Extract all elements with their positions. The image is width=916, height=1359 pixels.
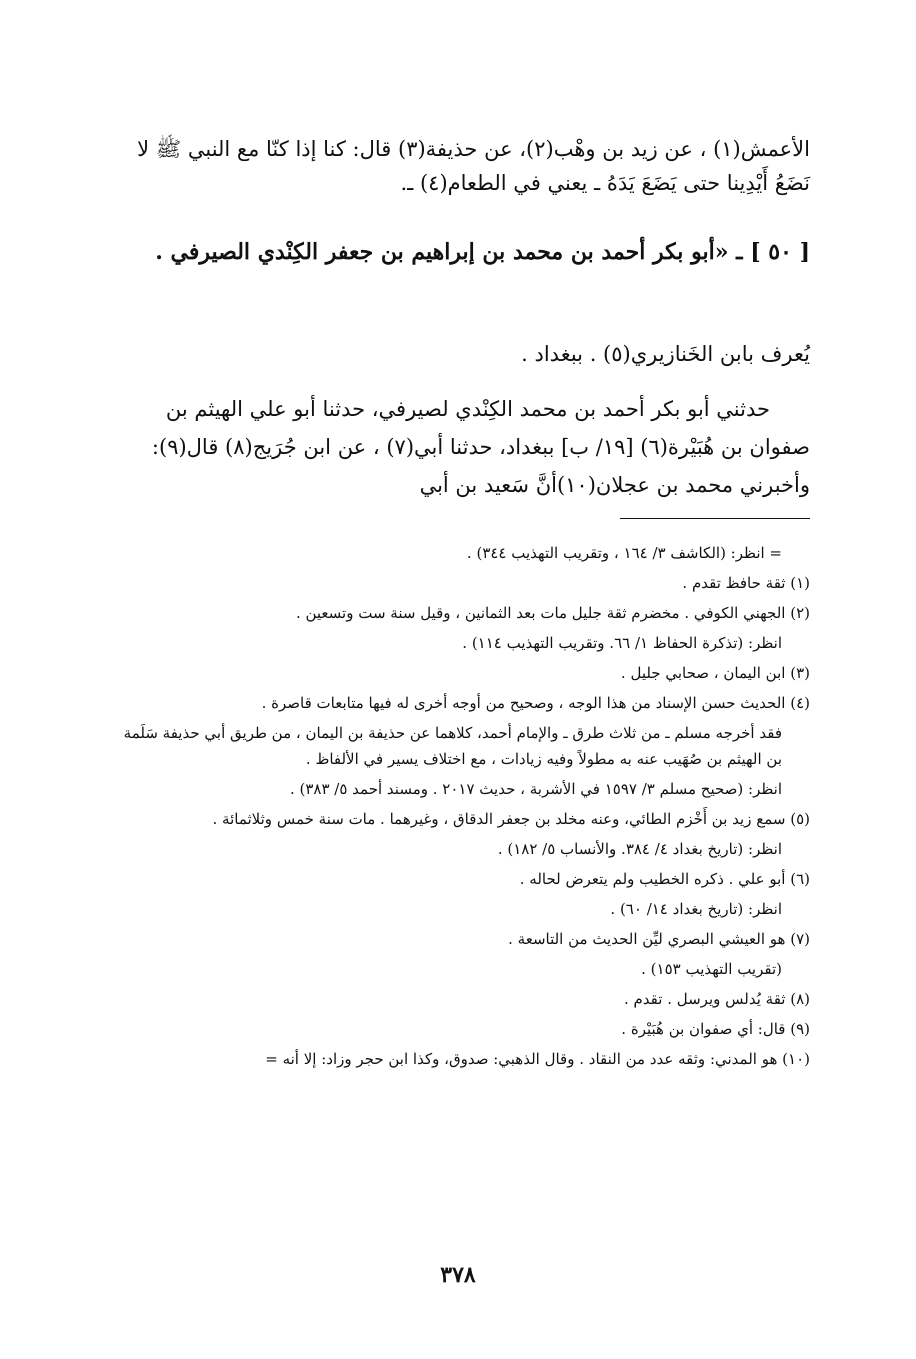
entry-heading: [ ٥٠ ] ـ «أبو بكر أحمد بن محمد بن إبراهيم بن جعفر الكِنْدي الصيرفي .: [155, 239, 810, 265]
footnote-6: (٦) أبو علي . ذكره الخطيب ولم يتعرض لحاله .: [519, 870, 810, 888]
footnote-4-detail: فقد أخرجه مسلم ـ من ثلاث طرق ـ والإمام أحمد، كلاهما عن حذيفة بن اليمان ، من طريق أبي حذيفة سَلَمة بن الهيثم بن صُهَيب عنه به مطولاً وفيه زيادات ، مع اختلاف يسير في الألفاظ .: [123, 724, 782, 768]
footnote-8: (٨) ثقة يُدلس ويرسل . تقدم .: [623, 990, 810, 1008]
footnote-5-reference: انظر: (تاريخ بغداد ٤/ ٣٨٤. والأنساب ٥/ ١٨٢) .: [497, 840, 782, 858]
footnote-10: (١٠) هو المدني: وثقه عدد من النقاد . وقال الذهبي: صدوق، وكذا ابن حجر وزاد: إلا أنه =: [265, 1050, 810, 1068]
footnote-2-reference: انظر: (تذكرة الحفاظ ١/ ٦٦. وتقريب التهذيب ١١٤) .: [462, 634, 782, 652]
footnote-carryover: = انظر: (الكاشف ٣/ ١٦٤ ، وتقريب التهذيب ٣٤٤) .: [466, 544, 782, 562]
footnote-4: (٤) الحديث حسن الإسناد من هذا الوجه ، وصحيح من أوجه أخرى له فيها متابعات قاصرة .: [261, 694, 810, 712]
footnote-5: (٥) سمع زيد بن أَخْزم الطائي، وعنه مخلد بن جعفر الدقاق ، وغيرهما . مات سنة خمس وثلاثمائة .: [212, 810, 810, 828]
main-paragraph-1: الأعمش(١) ، عن زيد بن وهْب(٢)، عن حذيفة(٣) قال: كنا إذا كنّا مع النبي ﷺ لا نَضَعُ أَيْدِينا حتى يَضَعَ يَدَهُ ـ يعني في الطعام(٤) ـ.: [137, 137, 810, 195]
footnote-7: (٧) هو العيشي البصري ليِّن الحديث من التاسعة .: [508, 930, 810, 948]
footnote-2: (٢) الجهني الكوفي . مخضرم ثقة جليل مات بعد الثمانين ، وقيل سنة ست وتسعين .: [295, 604, 810, 622]
footnote-4-reference: انظر: (صحيح مسلم ٣/ ١٥٩٧ في الأشربة ، حديث ٢٠١٧ . ومسند أحمد ٥/ ٣٨٣) .: [289, 780, 782, 798]
footnotes: [118, 540, 810, 1076]
footnote-1: (١) ثقة حافظ تقدم .: [682, 574, 810, 592]
known-as-line: يُعرف بابن الخَنازيري(٥) . ببغداد .: [521, 342, 810, 366]
page-number: ٣٧٨: [440, 1262, 476, 1288]
footnote-9: (٩) قال: أي صفوان بن هُبَيْرة .: [621, 1020, 810, 1038]
footnote-6-reference: انظر: (تاريخ بغداد ١٤/ ٦٠) .: [610, 900, 782, 918]
footnote-separator: [620, 518, 810, 519]
isnad-paragraph: حدثني أبو بكر أحمد بن محمد الكِنْدي لصيرفي، حدثنا أبو علي الهيثم بن صفوان بن هُبَيْرة(٦) [١٩/ ب] ببغداد، حدثنا أبي(٧) ، عن ابن جُرَيج(٨) قال(٩): وأخبرني محمد بن عجلان(١٠)أنَّ سَعيد بن أبي: [151, 397, 810, 497]
footnote-3: (٣) ابن اليمان ، صحابي جليل .: [620, 664, 810, 682]
footnote-7-reference: (تقريب التهذيب ١٥٣) .: [641, 960, 782, 978]
